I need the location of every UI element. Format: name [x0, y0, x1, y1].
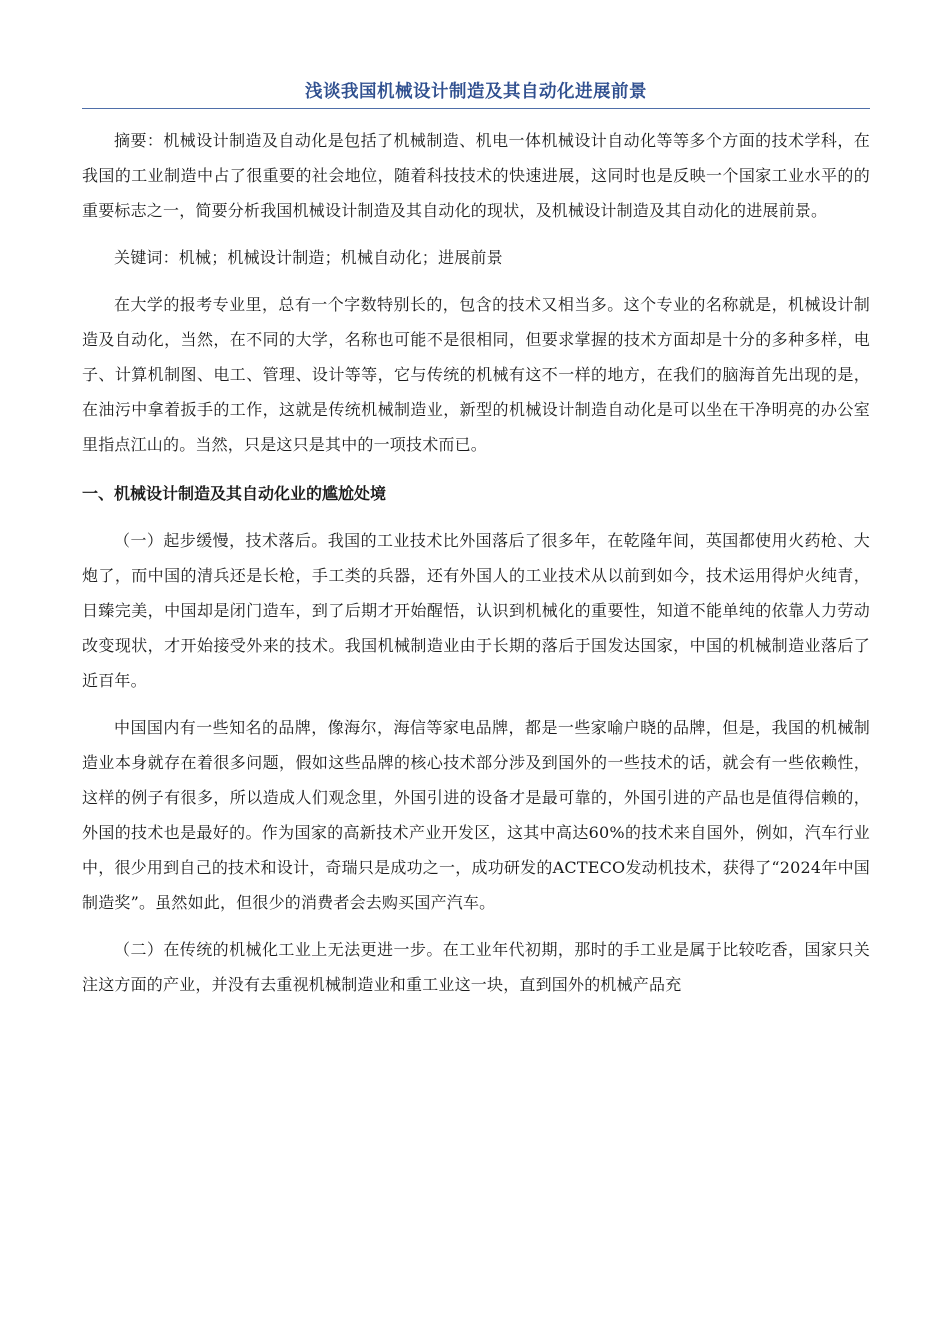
keywords-paragraph: 关键词：机械；机械设计制造；机械自动化；进展前景: [114, 248, 503, 267]
intro-paragraph: 在大学的报考专业里，总有一个字数特别长的，包含的技术又相当多。这个专业的名称就是，机械设计制造及自动化，当然，在不同的大学，名称也可能不是很相同，但要求掌握的技术方面却是十分的多种多样，电子、计算机制图、电工、管理、设计等等，它与传统的机械有这不一样的地方，在我们的脑海首先出现的是，在油污中拿着扳手的工作，这就是传统机械制造业，新型的机械设计制造自动化是可以坐在干净明亮的办公室里指点江山的。当然，只是这只是其中的一项技术而已。: [82, 295, 870, 454]
abstract-paragraph: 摘要：机械设计制造及自动化是包括了机械制造、机电一体机械设计自动化等等多个方面的技术学科，在我国的工业制造中占了很重要的社会地位，随着科技技术的快速进展，这同时也是反映一个国家工业水平的的重要标志之一，简要分析我国机械设计制造及其自动化的现状，及机械设计制造及其自动化的进展前景。: [82, 131, 870, 220]
subsection-2-paragraph: （二）在传统的机械化工业上无法更进一步。在工业年代初期，那时的手工业是属于比较吃香，国家只关注这方面的产业，并没有去重视机械制造业和重工业这一块，直到国外的机械产品充: [82, 940, 870, 994]
document-page: [82, 78, 870, 1002]
document-title: 浅谈我国机械设计制造及其自动化进展前景: [82, 78, 870, 109]
section-heading: 一、机械设计制造及其自动化业的尴尬处境: [82, 484, 387, 503]
brands-paragraph: 中国国内有一些知名的品牌，像海尔，海信等家电品牌，都是一些家喻户晓的品牌，但是，我国的机械制造业本身就存在着很多问题，假如这些品牌的核心技术部分涉及到国外的一些技术的话，就会有一些依赖性，这样的例子有很多，所以造成人们观念里，外国引进的设备才是最可靠的，外国引进的产品也是值得信赖的，外国的技术也是最好的。作为国家的高新技术产业开发区，这其中高达60%的技术来自国外，例如，汽车行业中，很少用到自己的技术和设计，奇瑞只是成功之一，成功研发的ACTECO发动机技术，获得了“2024年中国制造奖”。虽然如此，但很少的消费者会去购买国产汽车。: [82, 718, 870, 912]
subsection-1-paragraph: （一）起步缓慢，技术落后。我国的工业技术比外国落后了很多年，在乾隆年间，英国都使用火药枪、大炮了，而中国的清兵还是长枪，手工类的兵器，还有外国人的工业技术从以前到如今，技术运用得炉火纯青，日臻完美，中国却是闭门造车，到了后期才开始醒悟，认识到机械化的重要性，知道不能单纯的依靠人力劳动改变现状，才开始接受外来的技术。我国机械制造业由于长期的落后于国发达国家，中国的机械制造业落后了近百年。: [82, 531, 870, 690]
